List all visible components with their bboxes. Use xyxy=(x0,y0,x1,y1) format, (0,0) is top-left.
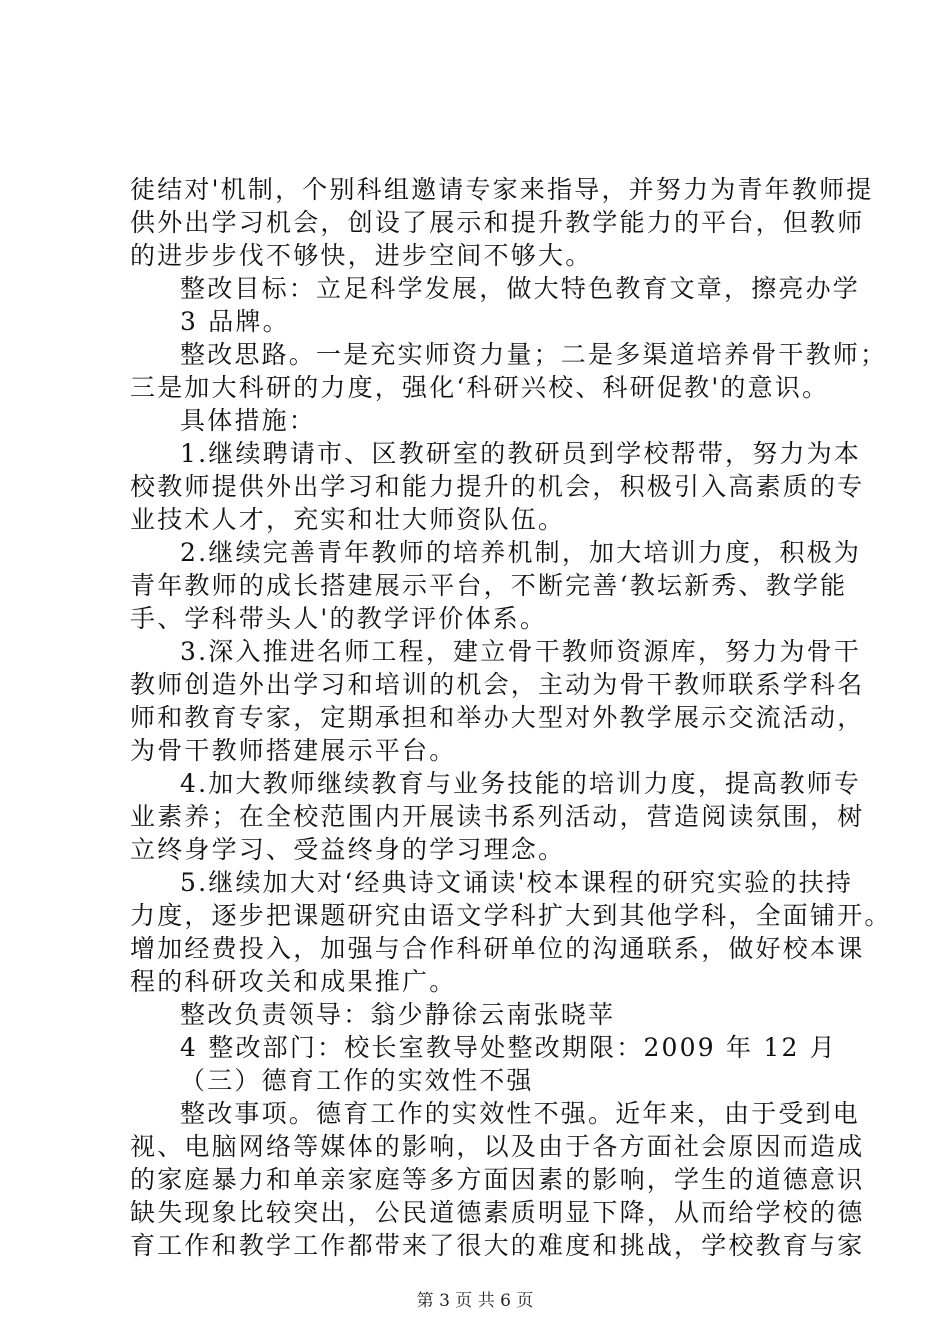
page-number-footer: 第 3 页 共 6 页 xyxy=(416,1291,534,1311)
body-line: 增加经费投入，加强与合作科研单位的沟通联系，做好校本课 xyxy=(130,934,865,963)
body-line: 力度，逐步把课题研究由语文学科扩大到其他学科，全面铺开。 xyxy=(130,901,892,930)
body-line: 青年教师的成长搭建展示平台，不断完善‘教坛新秀、教学能 xyxy=(130,571,848,600)
body-line: 缺失现象比较突出，公民道德素质明显下降，从而给学校的德 xyxy=(130,1198,865,1227)
body-line: 整改目标：立足科学发展，做大特色教育文章，擦亮办学 xyxy=(180,274,861,303)
body-line: 的进步步伐不够快，进步空间不够大。 xyxy=(130,241,593,270)
body-line: 整改事项。德育工作的实效性不强。近年来，由于受到电 xyxy=(180,1099,861,1128)
body-line: 师和教育专家，定期承担和举办大型对外教学展示交流活动， xyxy=(130,703,865,732)
body-line: 手、学科带头人'的教学评价体系。 xyxy=(130,604,548,633)
body-line: 1.继续聘请市、区教研室的教研员到学校帮带，努力为本 xyxy=(180,439,862,468)
body-line: 教师创造外出学习和培训的机会，主动为骨干教师联系学科名 xyxy=(130,670,865,699)
body-line: 程的科研攻关和成果推广。 xyxy=(130,967,457,996)
body-line: 视、电脑网络等媒体的影响，以及由于各方面社会原因而造成 xyxy=(130,1132,865,1161)
body-line: 立终身学习、受益终身的学习理念。 xyxy=(130,835,566,864)
body-line: 5.继续加大对‘经典诗文诵读'校本课程的研究实验的扶持 xyxy=(180,868,854,897)
body-line: 为骨干教师搭建展示平台。 xyxy=(130,736,457,765)
body-line: 三是加大科研的力度，强化‘科研兴校、科研促教'的意识。 xyxy=(130,373,830,402)
body-line: 业素养；在全校范围内开展读书系列活动，营造阅读氛围，树 xyxy=(130,802,865,831)
body-line: 的家庭暴力和单亲家庭等多方面因素的影响，学生的道德意识 xyxy=(130,1165,865,1194)
body-line: 校教师提供外出学习和能力提升的机会，积极引入高素质的专 xyxy=(130,472,865,501)
body-line: 具体措施： xyxy=(180,406,317,435)
section-heading: （三）德育工作的实效性不强 xyxy=(180,1066,534,1095)
body-line: 徒结对'机制，个别科组邀请专家来指导，并努力为青年教师提 xyxy=(130,175,874,204)
body-line: 业技术人才，充实和壮大师资队伍。 xyxy=(130,505,566,534)
body-line: 整改负责领导：翁少静徐云南张晓苹 xyxy=(180,1000,616,1029)
body-line: 2.继续完善青年教师的培养机制，加大培训力度，积极为 xyxy=(180,538,862,567)
body-line: 3 品牌。 xyxy=(180,307,290,336)
body-line: 育工作和教学工作都带来了很大的难度和挑战，学校教育与家 xyxy=(130,1231,865,1260)
body-line: 4 整改部门：校长室教导处整改期限：2009 年 12 月 xyxy=(180,1033,837,1062)
body-line: 3.深入推进名师工程，建立骨干教师资源库，努力为骨干 xyxy=(180,637,862,666)
body-line: 供外出学习机会，创设了展示和提升教学能力的平台，但教师 xyxy=(130,208,865,237)
body-line: 4.加大教师继续教育与业务技能的培训力度，提高教师专 xyxy=(180,769,862,798)
body-line: 整改思路。一是充实师资力量；二是多渠道培养骨干教师； xyxy=(180,340,888,369)
